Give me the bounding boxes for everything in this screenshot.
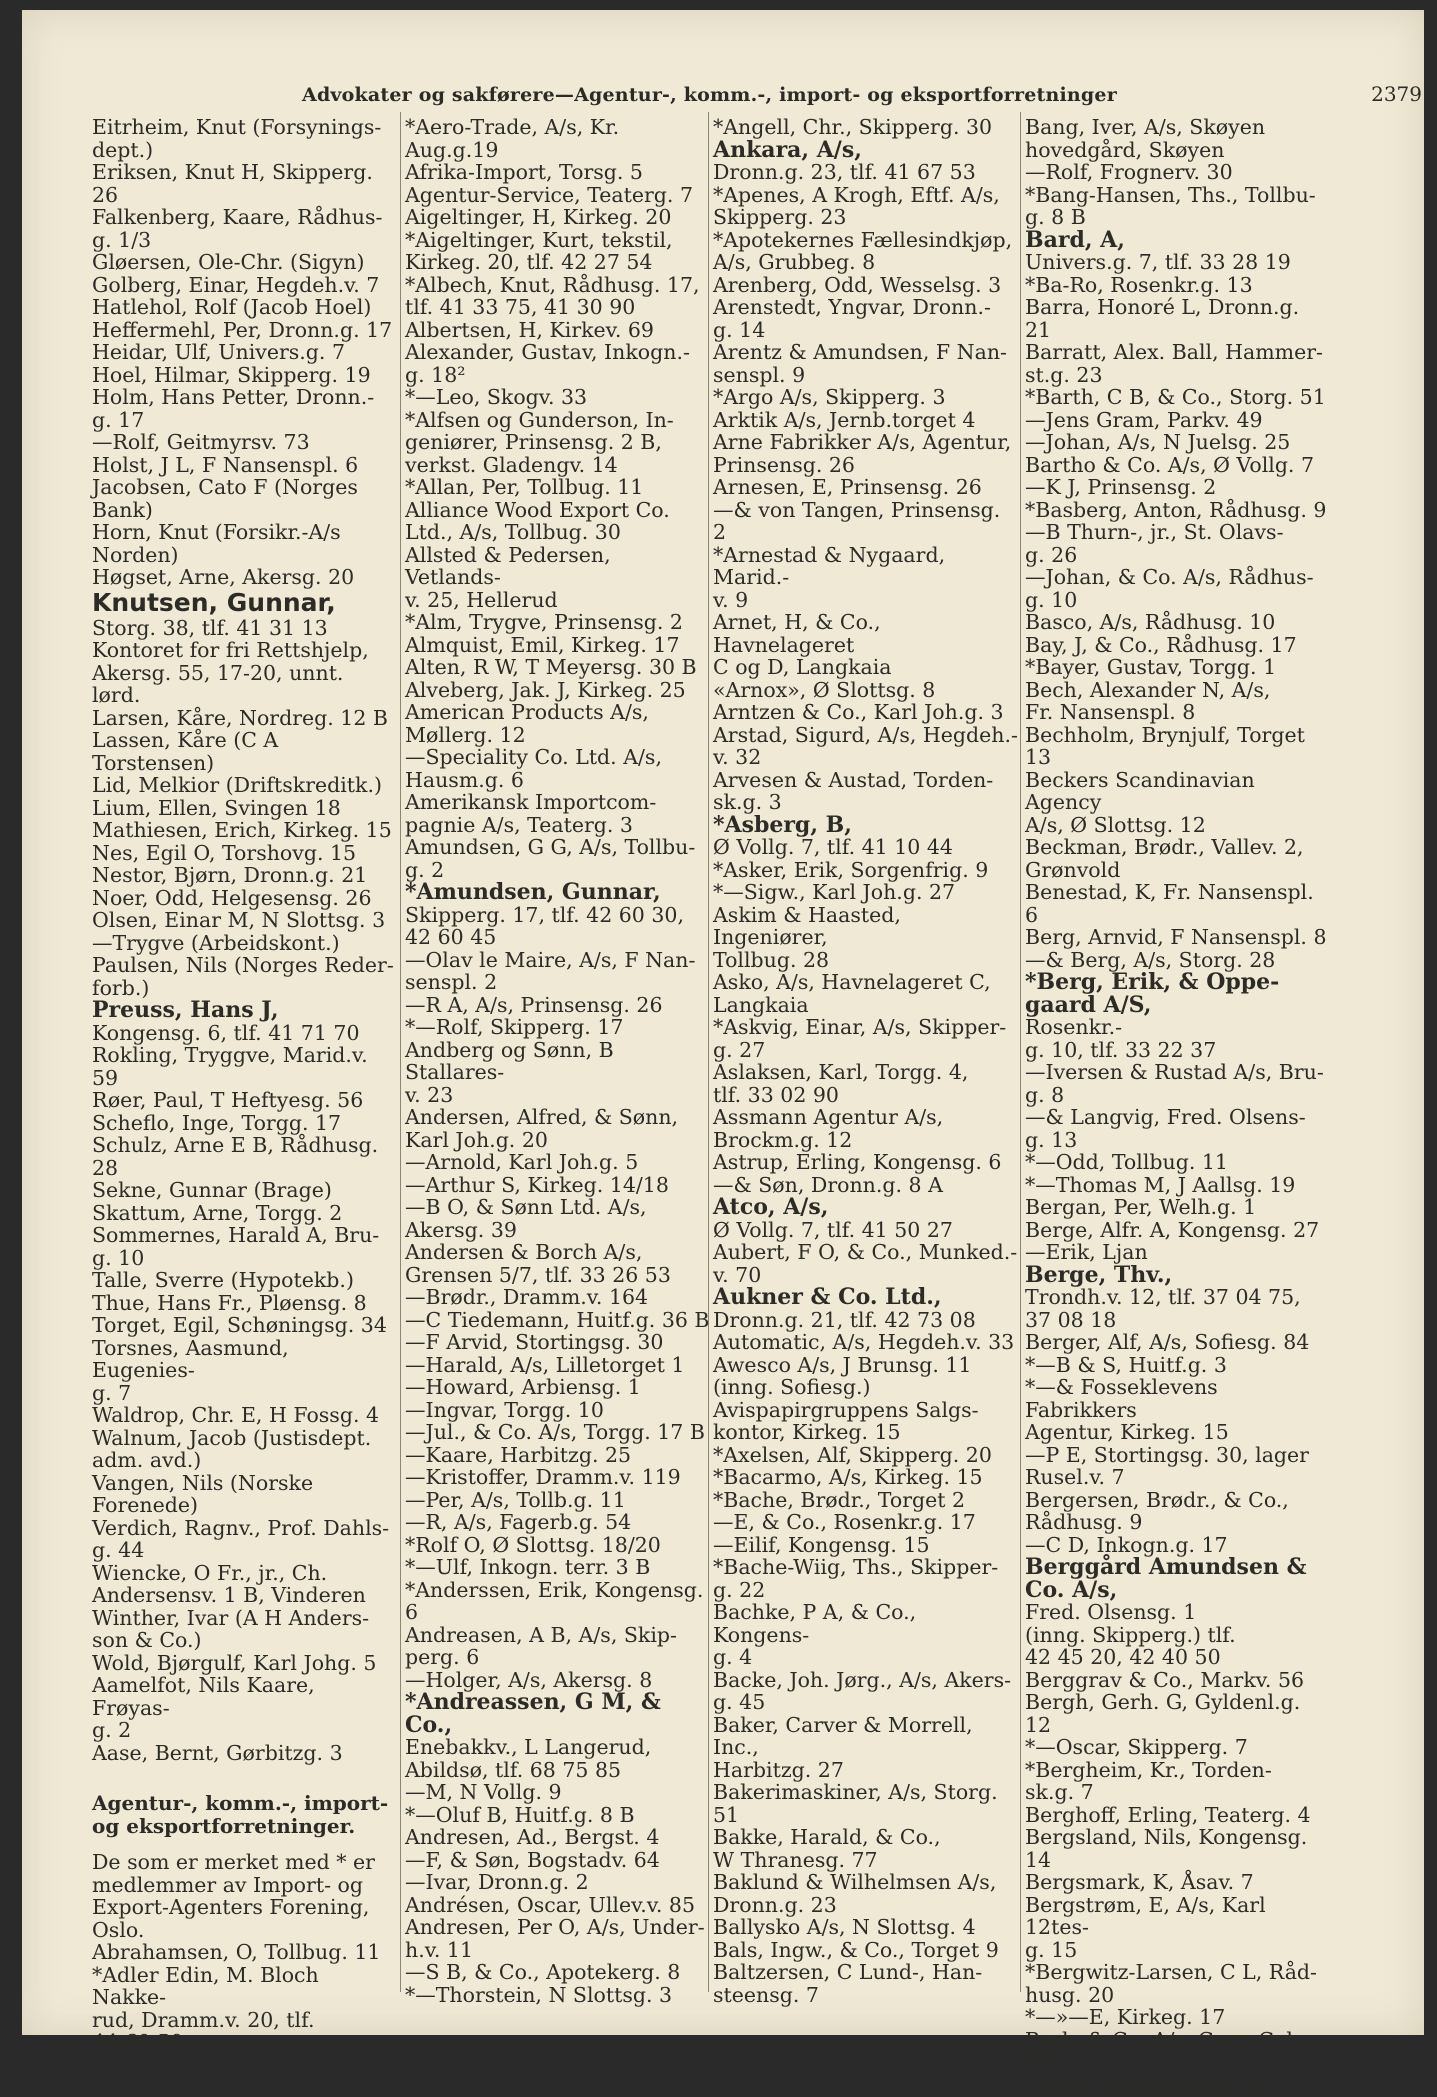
directory-entry: Andrésen, Oscar, Ullev.v. 85: [405, 1892, 696, 1917]
directory-entry: *Bayer, Gustav, Torgg. 1: [1025, 655, 1277, 679]
directory-entry: Berghoff, Erling, Teaterg. 4: [1025, 1802, 1311, 1827]
directory-entry: *Askvig, Einar, A/s, Skipper- g. 27: [713, 1015, 1007, 1062]
directory-entry: Berge, Alfr. A, Kongensg. 27: [1025, 1217, 1320, 1242]
directory-entry: Backe, Joh. Jørg., A/s, Akers- g. 45: [713, 1667, 1012, 1714]
directory-entry: Atco, A/s,: [713, 1194, 829, 1220]
directory-entry: Barratt, Alex. Ball, Hammer- st.g. 23: [1025, 340, 1323, 387]
directory-entry: Gløersen, Ole-Chr. (Sigyn): [92, 250, 365, 274]
directory-entry: Trondh.v. 12, tlf. 37 04 75, 37 08 18: [1025, 1285, 1301, 1332]
directory-entry: Noer, Odd, Helgesensg. 26: [92, 885, 372, 910]
directory-entry: *Axelsen, Alf, Skipperg. 20: [713, 1442, 992, 1467]
directory-entry: Bergh, Gerh. G, Gyldenl.g. 12: [1025, 1690, 1301, 1737]
directory-entry: Aase, Bernt, Gørbitzg. 3: [92, 1740, 343, 1765]
directory-entry: Nestor, Bjørn, Dronn.g. 21: [92, 863, 368, 887]
directory-entry: *—Oscar, Skipperg. 7: [1025, 1735, 1248, 1759]
directory-entry: Ankara, A/s,: [713, 136, 862, 163]
directory-entry: Dronn.g. 21, tlf. 42 73 08: [713, 1307, 976, 1332]
directory-entry: —Iversen & Rustad A/s, Bru- g. 8: [1025, 1060, 1324, 1107]
directory-entry: *Allan, Per, Tollbug. 11: [405, 475, 644, 499]
directory-entry: Bergsmark, K, Åsav. 7: [1025, 1870, 1254, 1894]
directory-entry: Bechholm, Brynjulf, Torget 13: [1025, 722, 1305, 769]
directory-entry: Skipperg. 17, tlf. 42 60 30, 42 60 45: [405, 902, 684, 949]
directory-entry: —Rolf, Geitmyrsv. 73: [92, 430, 310, 454]
directory-entry: Dronn.g. 23, tlf. 41 67 53: [713, 160, 976, 184]
directory-entry: *Bergwitz-Larsen, C L, Råd- husg. 20: [1025, 1960, 1317, 2007]
directory-entry: Bard, A,: [1025, 226, 1125, 253]
directory-entry: —B Thurn-, jr., St. Olavs- g. 26: [1025, 520, 1284, 567]
directory-entry: Ø Vollg. 7, tlf. 41 50 27: [713, 1217, 953, 1242]
directory-entry: *Bache, Brødr., Torget 2: [713, 1487, 966, 1512]
directory-entry: Holm, Hans Petter, Dronn.- g. 17: [92, 385, 375, 432]
directory-entry: Thue, Hans Fr., Pløensg. 8: [92, 1290, 367, 1315]
directory-entry: *Berg, Erik, & Oppe- gaard A/S,: [1025, 969, 1280, 1018]
directory-entry: —Trygve (Arbeidskont.): [92, 930, 340, 955]
directory-entry: *Albech, Knut, Rådhusg. 17, tlf. 41 33 75, 41 30 90: [405, 272, 700, 319]
directory-column-2: [405, 115, 710, 2007]
directory-entry: Avispapirgruppens Salgs- kontor, Kirkeg. 15: [713, 1397, 979, 1444]
directory-entry: —R, A/s, Fagerb.g. 54: [405, 1510, 632, 1534]
directory-entry: —& Søn, Dronn.g. 8 A: [713, 1172, 943, 1197]
directory-entry: Baltzersen, C Lund-, Han- steensg. 7: [713, 1960, 983, 2007]
directory-entry: *Bergheim, Kr., Torden- sk.g. 7: [1025, 1757, 1272, 1804]
directory-entry: Alliance Wood Export Co. Ltd., A/s, Tollbug. 30: [405, 497, 670, 544]
directory-entry: Alexander, Gustav, Inkogn.- g. 18²: [405, 340, 690, 387]
directory-entry: Allsted & Pedersen, Vetlands- v. 25, Hellerud: [405, 542, 611, 612]
directory-entry: *—& Fosseklevens Fabrikkers Agentur, Kirkeg. 15: [1025, 1375, 1229, 1444]
directory-entry: Arnesen, E, Prinsensg. 26: [713, 475, 982, 499]
directory-entry: Arnet, H, & Co., Havnelageret C og D, Langkaia: [713, 610, 892, 679]
directory-entry: Albertsen, H, Kirkev. 69: [405, 317, 654, 342]
directory-entry: —S B, & Co., Apotekerg. 8: [405, 1960, 681, 1984]
directory-entry: *Alm, Trygve, Prinsensg. 2: [405, 610, 683, 634]
directory-entry: —& Berg, A/s, Storg. 28: [1025, 947, 1276, 972]
directory-entry: Baker, Carver & Morrell, Inc., Harbitzg. 27: [713, 1712, 973, 1782]
directory-entry: Arne Fabrikker A/s, Agentur, Prinsensg. 26: [713, 430, 1012, 477]
directory-entry: —Per, A/s, Tollb.g. 11: [405, 1487, 626, 1512]
page-header: [302, 84, 1202, 106]
directory-entry: Wold, Bjørgulf, Karl Johg. 5: [92, 1650, 377, 1675]
directory-entry: —R A, A/s, Prinsensg. 26: [405, 992, 663, 1017]
directory-entry: Benestad, K, Fr. Nansenspl. 6: [1025, 880, 1314, 927]
directory-entry: Aukner & Co. Ltd.,: [713, 1284, 942, 1310]
directory-entry: —Jens, Havsfjordsg. 39: [1025, 2072, 1267, 2097]
directory-entry: Bergan, Per, Welh.g. 1: [1025, 1195, 1257, 1219]
directory-entry: —F Arvid, Stortingsg. 30: [405, 1330, 664, 1354]
directory-entry: Arvesen & Austad, Torden- sk.g. 3: [713, 767, 994, 814]
directory-entry: —M, N Vollg. 9: [405, 1780, 562, 1804]
column-divider: [400, 112, 401, 1992]
directory-entry: Arentz & Amundsen, F Nan- senspl. 9: [713, 340, 1007, 387]
directory-entry: Røer, Paul, T Heftyesg. 56: [92, 1088, 364, 1112]
directory-entry: Rokling, Tryggve, Marid.v. 59: [92, 1043, 368, 1090]
directory-entry: Berggrav & Co., Markv. 56: [1025, 1667, 1305, 1692]
directory-entry: Bergstrøm, E, A/s, Karl 12tes- g. 15: [1025, 1892, 1266, 1962]
directory-entry: Bech, Alexander N, A/s, Fr. Nansenspl. 8: [1025, 677, 1271, 724]
directory-entry: Schulz, Arne E B, Rådhusg. 28: [92, 1133, 379, 1180]
directory-entry: *—Ulf, Inkogn. terr. 3 B: [405, 1555, 651, 1579]
directory-entry: Waldrop, Chr. E, H Fossg. 4: [92, 1403, 380, 1427]
directory-entry: Automatic, A/s, Hegdeh.v. 33: [713, 1330, 1015, 1354]
directory-entry: Berger, Alf, A/s, Sofiesg. 84: [1025, 1330, 1310, 1354]
column-divider: [1020, 112, 1021, 1992]
directory-entry: —Jul., & Co. A/s, Torgg. 17 B: [405, 1420, 705, 1444]
directory-entry: Beckers Scandinavian Agency A/s, Ø Slottsg. 12: [1025, 767, 1255, 837]
directory-entry: Larsen, Kåre, Nordreg. 12 B: [92, 705, 388, 730]
directory-entry: Eriksen, Knut H, Skipperg. 26: [92, 160, 373, 207]
directory-entry: Scheflo, Inge, Torgg. 17: [92, 1110, 342, 1135]
directory-entry: *—Leo, Skogv. 33: [405, 385, 588, 409]
directory-entry: —Howard, Arbiensg. 1: [405, 1375, 641, 1399]
directory-entry: Ø Vollg. 7, tlf. 41 10 44: [713, 835, 953, 859]
directory-entry: Aubert, F O, & Co., Munked.- v. 70: [713, 1240, 1018, 1287]
directory-entry: Andersen & Borch A/s, Grensen 5/7, tlf. 33 26 53: [405, 1240, 671, 1287]
directory-entry: —Ivar, Dronn.g. 2: [405, 1870, 589, 1894]
directory-entry: *—Rolf, Skipperg. 17: [405, 1015, 624, 1039]
directory-entry: *Bang-Hansen, Ths., Tollbu- g. 8 B: [1025, 182, 1316, 229]
directory-entry: —Harald, A/s, Lilletorget 1: [405, 1352, 685, 1377]
directory-entry: *Adler Edin, M. Bloch Nakke- rud, Dramm.v. 20, tlf. 44 60 50: [92, 1962, 319, 2054]
directory-entry: Basco, A/s, Rådhusg. 10: [1025, 610, 1276, 634]
directory-entry: Bachke, P A, & Co., Kongens- g. 4: [713, 1600, 917, 1669]
directory-entry: Bergsland, Nils, Kongensg. 14: [1025, 1825, 1308, 1872]
directory-entry: —Eilif, Kongensg. 15: [713, 1532, 930, 1557]
directory-entry: *—»—E, Kirkeg. 17: [1025, 2005, 1226, 2029]
directory-entry: Berg, Arnvid, F Nansenspl. 8: [1025, 925, 1327, 949]
directory-entry: *Amundsen, Gunnar,: [405, 879, 661, 905]
directory-entry: —Jens Gram, Parkv. 49: [1025, 407, 1263, 432]
directory-entry: *Argo A/s, Skipperg. 3: [713, 385, 946, 409]
directory-entry: Falkenberg, Kaare, Rådhus- g. 1/3: [92, 205, 383, 252]
directory-entry: *Aigeltinger, Kurt, tekstil, Kirkeg. 20, tlf. 42 27 54: [405, 227, 673, 274]
directory-entry: *—Thorstein, N Slottsg. 3: [405, 1982, 673, 2007]
directory-entry: *Bache-Wiig, Ths., Skipper- g. 22: [713, 1555, 999, 1602]
directory-entry: Hatlehol, Rolf (Jacob Hoel): [92, 295, 372, 319]
directory-entry: American Products A/s, Møllerg. 12: [405, 700, 649, 747]
directory-entry: —Arnold, Karl Joh.g. 5: [405, 1150, 639, 1174]
directory-entry: Abrahamsen, O, Tollbug. 11: [92, 1940, 381, 1964]
directory-entry: *Alfsen og Gunderson, In- geniører, Prinsensg. 2 B, verkst. Gladengv. 14: [405, 407, 674, 477]
directory-entry: Agentur-Service, Teaterg. 7: [405, 182, 693, 207]
directory-entry: Arktik A/s, Jernb.torget 4: [713, 407, 976, 432]
directory-entry: Kongensg. 6, tlf. 41 71 70: [92, 1020, 360, 1045]
directory-entry: Bang, Iver, A/s, Skøyen hovedgård, Skøyen: [1025, 115, 1266, 162]
directory-entry: —Johan, & Co. A/s, Rådhus- g. 10: [1025, 565, 1314, 612]
directory-entry: Paulsen, Nils (Norges Reder- forb.): [92, 953, 394, 1000]
directory-entry: Sekne, Gunnar (Brage): [92, 1178, 332, 1202]
directory-entry: Andberg og Sønn, B Stallares- v. 23: [405, 1037, 614, 1107]
directory-entry: Storg. 38, tlf. 41 31 13: [92, 615, 328, 640]
directory-entry: —& von Tangen, Prinsensg. 2: [713, 497, 1001, 544]
directory-entry: —Speciality Co. Ltd. A/s, Hausm.g. 6: [405, 745, 662, 792]
directory-entry: Bakerimaskiner, A/s, Storg. 51: [713, 1780, 998, 1827]
directory-entry: Kontoret for fri Rettshjelp, Akersg. 55, 17-20, unnt. lørd.: [92, 638, 369, 707]
directory-entry: Berggård Amundsen & Co. A/s,: [1025, 1554, 1307, 1603]
directory-entry: Vangen, Nils (Norske Forenede): [92, 1470, 314, 1517]
directory-entry: *Asker, Erik, Sorgenfrig. 9: [713, 857, 989, 882]
directory-entry: Enebakkv., L Langerud, Abildsø, tlf. 68 75 85: [405, 1735, 652, 1782]
page-number: 2379: [1371, 82, 1422, 106]
directory-entry: *Arnestad & Nygaard, Marid.- v. 9: [713, 542, 946, 612]
directory-entry: Almquist, Emil, Kirkeg. 17: [405, 632, 680, 657]
directory-entry: —Ingvar, Torgg. 10: [405, 1397, 604, 1422]
directory-entry: Beckman, Brødr., Vallev. 2, Grønvold: [1025, 835, 1304, 882]
directory-entry: Wiencke, O Fr., jr., Ch. Andersensv. 1 B, Vinderen: [92, 1560, 366, 1607]
directory-entry: Rosenkr.- g. 10, tlf. 33 22 37: [1025, 1015, 1217, 1062]
directory-entry: Barra, Honoré L, Dronn.g. 21: [1025, 295, 1300, 342]
directory-entry: Torsnes, Aasmund, Eugenies- g. 7: [92, 1335, 289, 1405]
directory-entry: Alten, R W, T Meyersg. 30 B: [405, 655, 697, 679]
directory-entry: Bakke, Harald, & Co., W Thranesg. 77: [713, 1825, 941, 1872]
directory-entry: —P E, Stortingsg. 30, lager Rusel.v. 7: [1025, 1442, 1309, 1489]
directory-entry: Sommernes, Harald A, Bru- g. 10: [92, 1223, 380, 1270]
directory-column-1: [92, 115, 397, 2054]
directory-entry: *—B & S, Huitf.g. 3: [1025, 1352, 1227, 1377]
directory-entry: —Brødr., Dramm.v. 164: [405, 1285, 649, 1309]
directory-entry: Asko, A/s, Havnelageret C, Langkaia: [713, 970, 991, 1017]
directory-entry: Skattum, Arne, Torgg. 2: [92, 1200, 343, 1225]
directory-entry: Bay, J, & Co., Rådhusg. 17: [1025, 632, 1297, 657]
directory-entry: *Rolf O, Ø Slottsg. 18/20: [405, 1532, 661, 1557]
directory-entry: Lid, Melkior (Driftskreditk.): [92, 773, 382, 797]
directory-entry: Lium, Ellen, Svingen 18: [92, 795, 341, 820]
directory-entry: Knutsen, Gunnar,: [92, 587, 336, 617]
directory-entry: Høgset, Arne, Akersg. 20: [92, 565, 355, 589]
directory-entry: Talle, Sverre (Hypotekb.): [92, 1268, 354, 1292]
directory-entry: *Barth, C B, & Co., Storg. 51: [1025, 385, 1326, 409]
directory-entry: *Angell, Chr., Skipperg. 30: [713, 115, 993, 139]
directory-entry: —B O, & Sønn Ltd. A/s, Akersg. 39: [405, 1195, 647, 1242]
directory-entry: Arstad, Sigurd, A/s, Hegdeh.- v. 32: [713, 722, 1018, 769]
directory-entry: Alveberg, Jak. J, Kirkeg. 25: [405, 677, 686, 702]
directory-entry: —Erik, Ljan: [1025, 1240, 1148, 1264]
directory-entry: Astrup, Erling, Kongensg. 6: [713, 1150, 1002, 1174]
directory-entry: Bartho & Co. A/s, Ø Vollg. 7: [1025, 452, 1315, 477]
directory-entry: —C Tiedemann, Huitf.g. 36 B: [405, 1307, 710, 1332]
directory-entry: —Kaare, Harbitzg. 25: [405, 1442, 632, 1467]
directory-entry: *Aero-Trade, A/s, Kr. Aug.g.19: [405, 115, 620, 162]
directory-entry: Verdich, Ragnv., Prof. Dahls- g. 44: [92, 1515, 390, 1562]
directory-column-3: [713, 115, 1018, 2007]
page-header-title: Advokater og sakførere—Agentur-, komm.-, import- og eksportforretninger: [302, 84, 1117, 106]
directory-entry: Aslaksen, Karl, Torgg. 4, tlf. 33 02 90: [713, 1060, 969, 1107]
directory-entry: *Andreassen, G M, & Co.,: [405, 1689, 661, 1738]
directory-entry: Olsen, Einar M, N Slottsg. 3: [92, 908, 386, 932]
directory-entry: —Arthur S, Kirkeg. 14/18: [405, 1172, 669, 1197]
directory-entry: Aigeltinger, H, Kirkeg. 20: [405, 205, 672, 229]
directory-entry: Aamelfot, Nils Kaare, Frøyas- g. 2: [92, 1673, 315, 1742]
directory-entry: Baklund & Wilhelmsen A/s, Dronn.g. 23: [713, 1870, 997, 1917]
section-heading: Agentur-, komm.-, import- og eksportforretninger.: [92, 1791, 389, 1838]
directory-entry: Mathiesen, Erich, Kirkeg. 15: [92, 818, 392, 842]
directory-entry: —Olav le Maire, A/s, F Nan- senspl. 2: [405, 947, 696, 994]
directory-entry: Bals, Ingw., & Co., Torget 9: [713, 1937, 999, 1962]
directory-entry: *—Sigw., Karl Joh.g. 27: [713, 880, 956, 904]
directory-entry: *Apenes, A Krogh, Eftf. A/s, Skipperg. 23: [713, 182, 1000, 229]
directory-entry: Holst, J L, F Nansenspl. 6: [92, 452, 359, 477]
directory-entry: Awesco A/s, J Brunsg. 11 (inng. Sofiesg.): [713, 1352, 972, 1399]
directory-entry: *Anderssen, Erik, Kongensg. 6: [405, 1577, 704, 1624]
directory-entry: Andreasen, A B, A/s, Skip- perg. 6: [405, 1622, 677, 1669]
directory-entry: —K J, Prinsensg. 2: [1025, 475, 1217, 499]
directory-entry: «Arnox», Ø Slottsg. 8: [713, 677, 936, 702]
directory-entry: Amundsen, G G, A/s, Tollbu- g. 2: [405, 835, 696, 882]
directory-entry: *Apotekernes Fællesindkjøp, A/s, Grubbeg. 8: [713, 227, 1013, 274]
directory-entry: Nes, Egil O, Torshovg. 15: [92, 840, 357, 865]
directory-entry: Lassen, Kåre (C A Torstensen): [92, 728, 279, 775]
directory-entry: *Ba-Ro, Rosenkr.g. 13: [1025, 272, 1253, 297]
directory-entry: —F, & Søn, Bogstadv. 64: [405, 1847, 660, 1872]
directory-entry: Afrika-Import, Torsg. 5: [405, 160, 643, 184]
directory-entry: Eitrheim, Knut (Forsynings- dept.): [92, 115, 382, 162]
directory-column-4: [1025, 115, 1330, 2097]
directory-entry: Hoel, Hilmar, Skipperg. 19: [92, 362, 371, 387]
directory-entry: —Johan, A/s, N Juelsg. 25: [1025, 430, 1291, 454]
directory-entry: *Bacarmo, A/s, Kirkeg. 15: [713, 1465, 983, 1489]
directory-entry: Askim & Haasted, Ingeniører, Tollbug. 28: [713, 902, 901, 972]
directory-entry: —C D, Inkogn.g. 17: [1025, 1532, 1228, 1557]
directory-entry: Andresen, Per O, A/s, Under- h.v. 11: [405, 1915, 705, 1962]
directory-entry: *—Thomas M, J Aallsg. 19: [1025, 1172, 1296, 1197]
directory-entry: Arntzen & Co., Karl Joh.g. 3: [713, 700, 1004, 724]
directory-entry: *—Oluf B, Huitf.g. 8 B: [405, 1802, 635, 1827]
directory-entry: Univers.g. 7, tlf. 33 28 19: [1025, 250, 1291, 274]
directory-entry: Fred. Olsensg. 1 (inng. Skipperg.) tlf. 42 45 20, 42 40 50: [1025, 1600, 1236, 1669]
directory-entry: Heffermehl, Per, Dronn.g. 17: [92, 317, 393, 342]
directory-entry: Golberg, Einar, Hegdeh.v. 7: [92, 272, 380, 297]
directory-entry: *Basberg, Anton, Rådhusg. 9: [1025, 497, 1327, 522]
directory-entry: Berge, Thv.,: [1025, 1261, 1173, 1288]
directory-entry: Arenstedt, Yngvar, Dronn.- g. 14: [713, 295, 991, 342]
directory-entry: Ballysko A/s, N Slottsg. 4: [713, 1915, 976, 1939]
directory-entry: Amerikansk Importcom- pagnie A/s, Teaterg. 3: [405, 790, 657, 837]
directory-entry: —E, & Co., Rosenkr.g. 17: [713, 1510, 976, 1534]
directory-entry: Berle & Co. A/s, Cam. Col- lettsv. 9: [1025, 2027, 1300, 2074]
directory-entry: Andresen, Ad., Bergst. 4: [405, 1825, 660, 1849]
directory-entry: —Rolf, Frognerv. 30: [1025, 160, 1233, 184]
section-note: De som er merket med * er medlemmer av Import- og Export-Agenters Forening, Oslo.: [92, 1850, 375, 1942]
directory-entry: —Holger, A/s, Akersg. 8: [405, 1667, 653, 1692]
directory-entry: Winther, Ivar (A H Anders- son & Co.): [92, 1605, 370, 1652]
directory-entry: Assmann Agentur A/s, Brockm.g. 12: [713, 1105, 944, 1152]
directory-entry: Arenberg, Odd, Wesselsg. 3: [713, 272, 1002, 297]
directory-entry: Walnum, Jacob (Justisdept. adm. avd.): [92, 1425, 372, 1472]
directory-entry: Andersen, Alfred, & Sønn, Karl Joh.g. 20: [405, 1105, 679, 1152]
directory-entry: Torget, Egil, Schøningsg. 34: [92, 1313, 387, 1337]
directory-entry: —& Langvig, Fred. Olsens- g. 13: [1025, 1105, 1306, 1152]
directory-entry: Jacobsen, Cato F (Norges Bank): [92, 475, 358, 522]
directory-entry: *—Odd, Tollbug. 11: [1025, 1150, 1228, 1174]
directory-entry: —Kristoffer, Dramm.v. 119: [405, 1465, 681, 1489]
directory-entry: *Asberg, B,: [713, 811, 852, 838]
directory-entry: Horn, Knut (Forsikr.-A/s Norden): [92, 520, 341, 567]
directory-entry: Preuss, Hans J,: [92, 997, 279, 1023]
directory-entry: Bergersen, Brødr., & Co., Rådhusg. 9: [1025, 1487, 1289, 1534]
directory-entry: Heidar, Ulf, Univers.g. 7: [92, 340, 345, 364]
